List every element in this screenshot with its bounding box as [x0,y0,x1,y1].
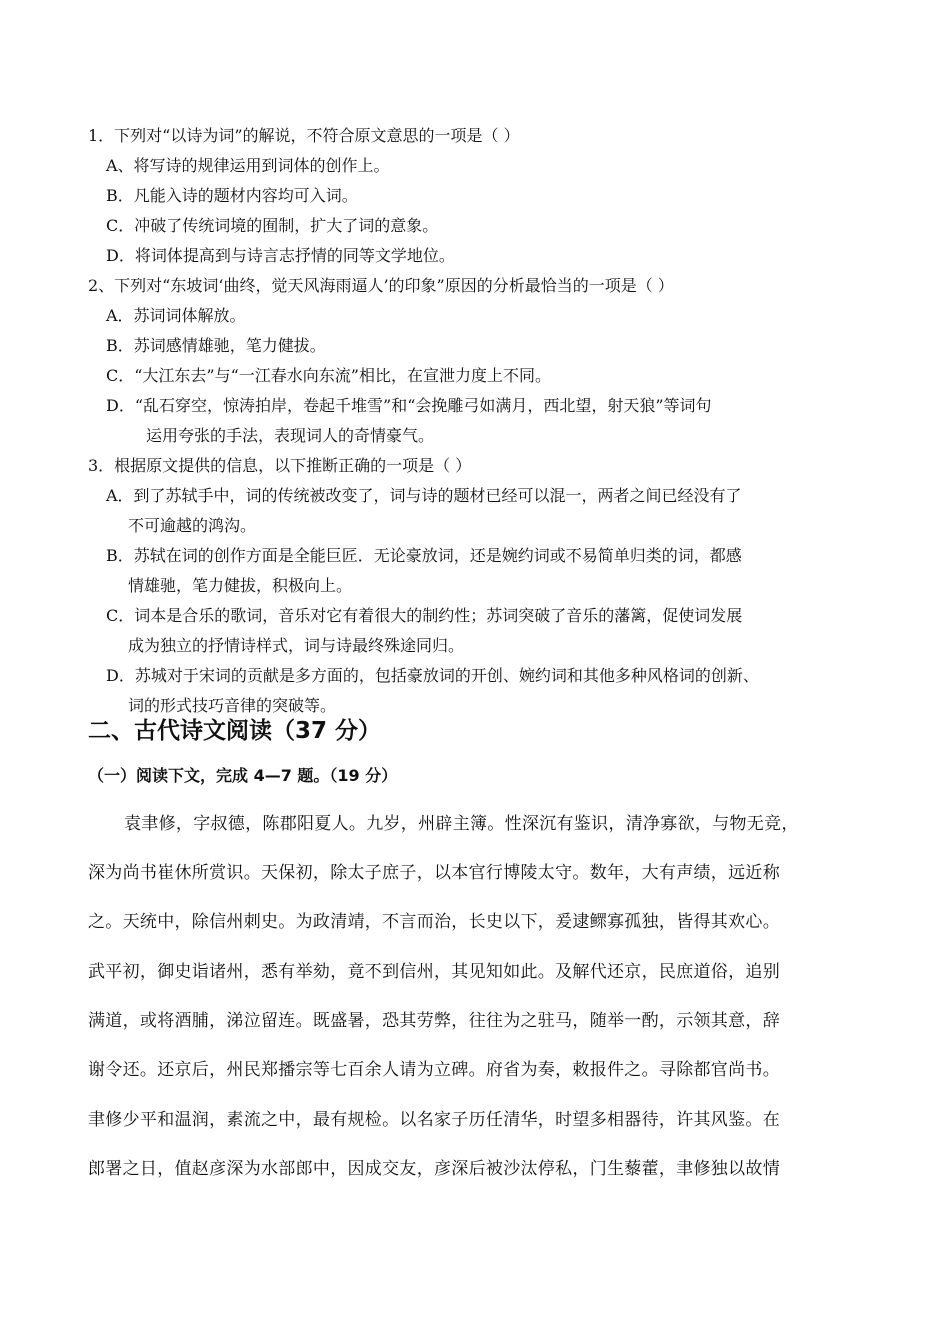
question-1-stem: 1．下列对“以诗为词”的解说，不符合原文意思的一项是（ ） [88,126,520,145]
question-3-option-b-continued: 情雄驰，笔力健拔，积极向上。 [128,576,353,595]
question-1-option-d: D．将词体提高到与诗言志抒情的同等文学地位。 [106,246,455,265]
passage-line-2: 深为尚书崔休所赏识。天保初，除太子庶子，以本官行博陵太守。数年，大有声绩，远近称 [88,863,780,883]
question-2-option-d-continued: 运用夸张的手法，表现词人的奇情豪气。 [146,426,435,445]
question-3-option-a: A．到了苏轼手中，词的传统被改变了，词与诗的题材已经可以混一，两者之间已经没有了 [106,486,742,505]
question-1-option-b: B．凡能入诗的题材内容均可入词。 [106,186,358,205]
question-3-option-b: B．苏轼在词的创作方面是全能巨匠．无论豪放词，还是婉约词或不易简单归类的词，都感 [106,546,742,565]
question-1-option-a: A、将写诗的规律运用到词体的创作上。 [106,156,390,175]
question-3-option-a-continued: 不可逾越的鸿沟。 [128,516,257,535]
question-3-option-c-continued: 成为独立的抒情诗样式，词与诗最终殊途同归。 [128,636,465,655]
passage-line-8: 郎署之日，值赵彦深为水部郎中，因成交友，彦深后被沙汰停私，门生藜藿，聿修独以故情 [88,1159,780,1179]
passage-line-6: 谢令还。还京后，州民郑播宗等七百余人请为立碑。府省为奏，敕报件之。寻除都官尚书。 [88,1060,780,1080]
passage-line-5: 满道，或将酒脯，涕泣留连。既盛暑，恐其劳弊，往往为之驻马，随举一酌，示领其意，辞 [88,1011,780,1031]
question-2-option-a: A．苏词词体解放。 [106,306,246,325]
question-3-option-d: D．苏城对于宋词的贡献是多方面的，包括豪放词的开创、婉约词和其他多种风格词的创新、 [106,666,759,685]
question-2-option-c: C．“大江东去”与“一江春水向东流”相比，在宣泄力度上不同。 [106,366,551,385]
question-3-option-c: C．词本是合乐的歌词，音乐对它有着很大的制约性；苏词突破了音乐的藩篱，促使词发展 [106,606,743,625]
question-2-stem: 2、下列对“东坡词‘曲终，觉天风海雨逼人’的印象”原因的分析最恰当的一项是（ ） [88,276,674,295]
passage-line-4: 武平初，御史诣诸州，悉有举劾，竟不到信州，其见知如此。及解代还京，民庶道俗，追别 [88,962,780,982]
section-title: 二、古代诗文阅读（37 分） [88,718,382,744]
passage-line-1: 袁聿修，字叔德，陈郡阳夏人。九岁，州辟主簿。性深沉有鉴识，清净寡欲，与物无竞， [124,814,799,834]
question-2-option-d: D．“乱石穿空，惊涛拍岸，卷起千堆雪”和“会挽雕弓如满月，西北望，射天狼”等词句 [106,396,712,415]
question-1-option-c: C．冲破了传统词境的囿制，扩大了词的意象。 [106,216,439,235]
question-2-option-b: B．苏词感情雄驰，笔力健拔。 [106,336,326,355]
section-subtitle: （一）阅读下文，完成 4—7 题。（19 分） [88,766,398,785]
question-3-option-d-continued: 词的形式技巧音律的突破等。 [128,696,337,715]
passage-line-3: 之。天统中，除信州刺史。为政清靖，不言而治，长史以下，爰逮鳏寡孤独，皆得其欢心。 [88,912,780,932]
passage-line-7: 聿修少平和温润，素流之中，最有规检。以名家子历任清华，时望多相器待，许其风鉴。在 [88,1110,780,1130]
question-3-stem: 3．根据原文提供的信息，以下推断正确的一项是（ ） [88,456,472,475]
